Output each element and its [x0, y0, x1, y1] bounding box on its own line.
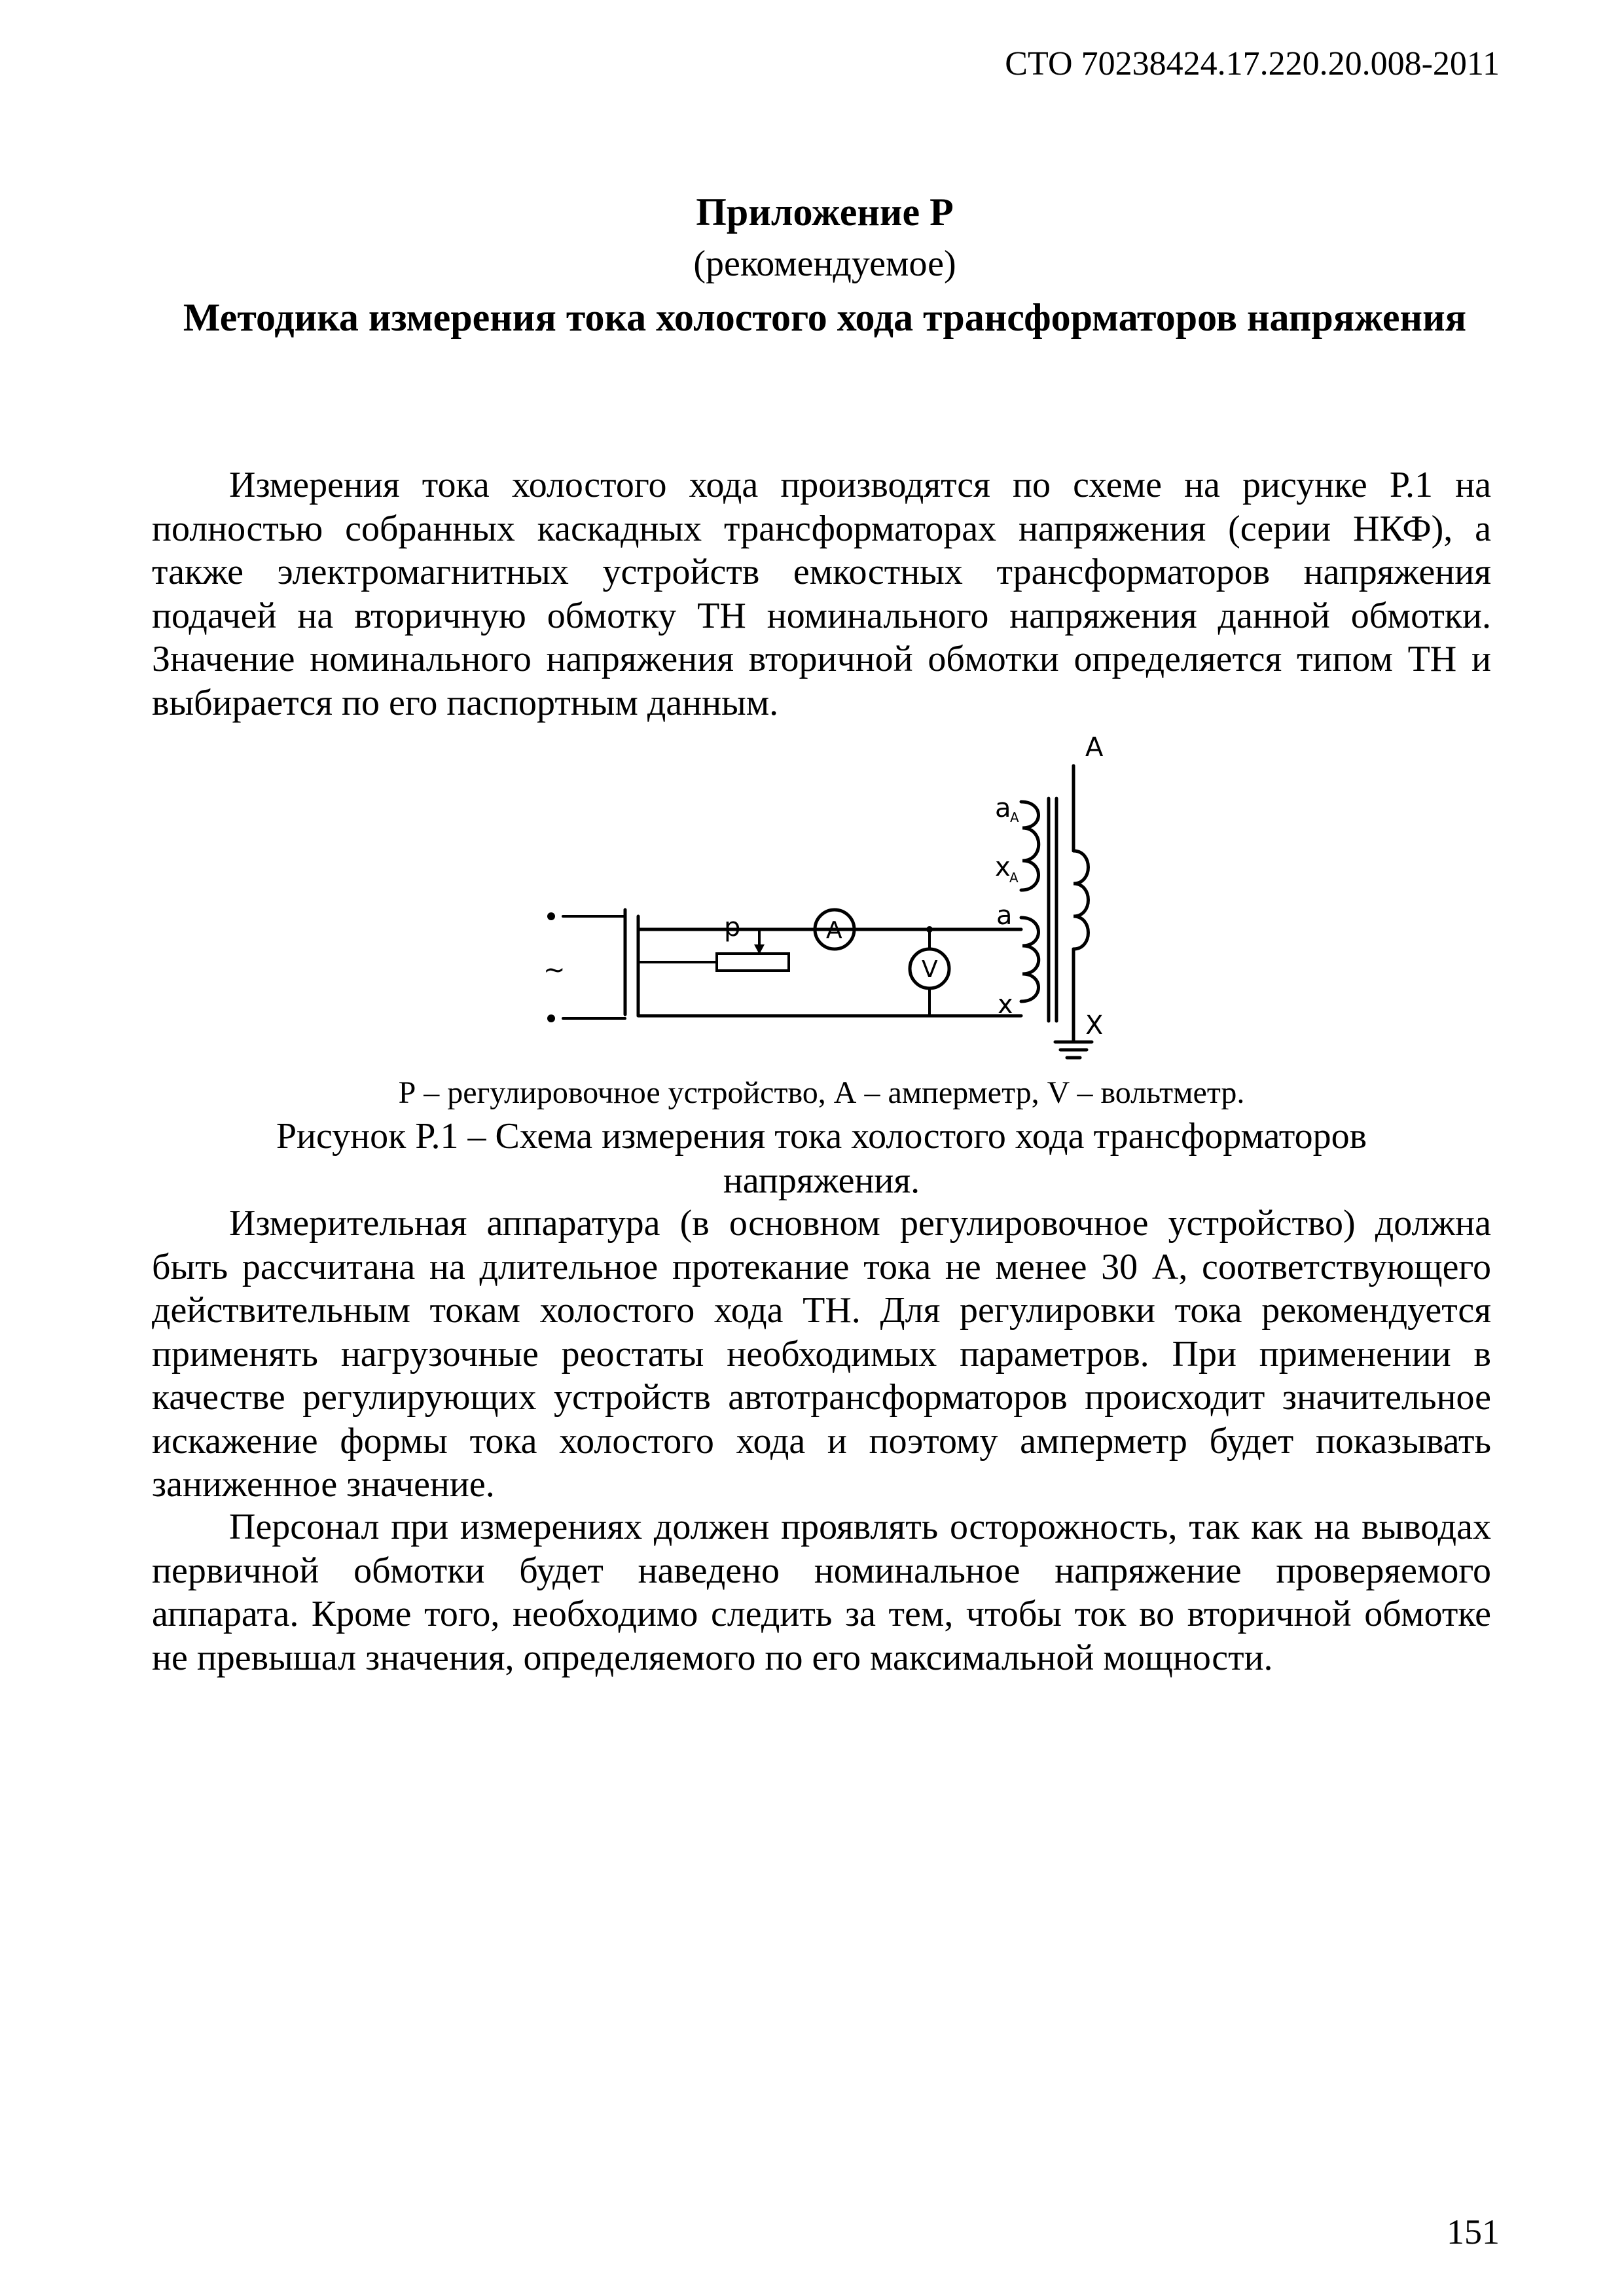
winding-a-label: a — [996, 901, 1013, 931]
paragraph-text: Измерения тока холостого хода производятся по схеме на рисунке Р.1 на полностью собранных каскадных трансформаторах напряжения (серии НКФ), а также электромагнитных устройств емкостных трансформаторов напряжения подачей на вторичную обмотку ТН номинального напряжения данной обмотки. Значение номинального напряжения вторичной обмотки определяется типом ТН и выбирается по его паспортным данным. — [152, 465, 1491, 723]
winding-aA-sub: A — [1010, 810, 1019, 825]
secondary-winding-lower — [1021, 918, 1039, 1001]
winding-xA-sub: A — [1009, 870, 1019, 886]
figure-legend: Р – регулировочное устройство, А – амперметр, V – вольтметр. — [398, 1075, 1245, 1110]
secondary-winding-upper — [1021, 802, 1039, 890]
voltmeter-label: V — [922, 956, 938, 983]
regulator-label: р — [724, 912, 741, 942]
paragraph-intro — [152, 463, 1491, 725]
input-terminal-top — [547, 912, 555, 920]
winding-aA-label: a — [995, 793, 1011, 823]
regulator-resistor — [717, 954, 789, 971]
appendix-title: Приложение Р — [696, 190, 954, 234]
winding-xA-label: x — [995, 852, 1011, 882]
paragraph-safety — [152, 1505, 1491, 1679]
paragraph-equipment — [152, 1202, 1491, 1507]
terminal-A-label: A — [1085, 732, 1104, 762]
input-terminal-bottom — [547, 1014, 555, 1022]
paragraph-text: Персонал при измерениях должен проявлять осторожность, так как на выводах первичной обмотки будет наведено номинальное напряжение проверяемого аппарата. Кроме того, необходимо следить за тем, чтобы ток во вторичной обмотке не превышал значения, определяемого по его максимальной мощности. — [152, 1507, 1491, 1678]
terminal-X-label: X — [1085, 1011, 1104, 1041]
appendix-status: (рекомендуемое) — [693, 243, 956, 284]
page-number: 151 — [1447, 2212, 1500, 2251]
primary-winding — [1074, 851, 1089, 949]
document-code: СТО 70238424.17.220.20.008-2011 — [1005, 45, 1500, 82]
junction-dot — [926, 926, 933, 933]
circuit-diagram — [537, 726, 1126, 1067]
winding-x-label: x — [998, 990, 1013, 1020]
ac-source-symbol: ~ — [543, 955, 566, 985]
paragraph-text: Измерительная аппаратура (в основном регулировочное устройство) должна быть рассчитана на длительное протекание тока не менее 30 А, соответствующего действительным токам холостого хода ТН. Для регулировки тока рекомендуется применять нагрузочные реостаты необходимых параметров. При применении в качестве регулирующих устройств автотрансформаторов происходит значительное искажение формы тока холостого хода и поэтому амперметр будет показывать заниженное значение. — [152, 1203, 1491, 1505]
ammeter-label: A — [826, 917, 842, 944]
figure-caption: Рисунок Р.1 – Схема измерения тока холостого хода трансформаторов напряжения. — [276, 1116, 1367, 1201]
appendix-heading: Методика измерения тока холостого хода трансформаторов напряжения — [183, 296, 1467, 339]
